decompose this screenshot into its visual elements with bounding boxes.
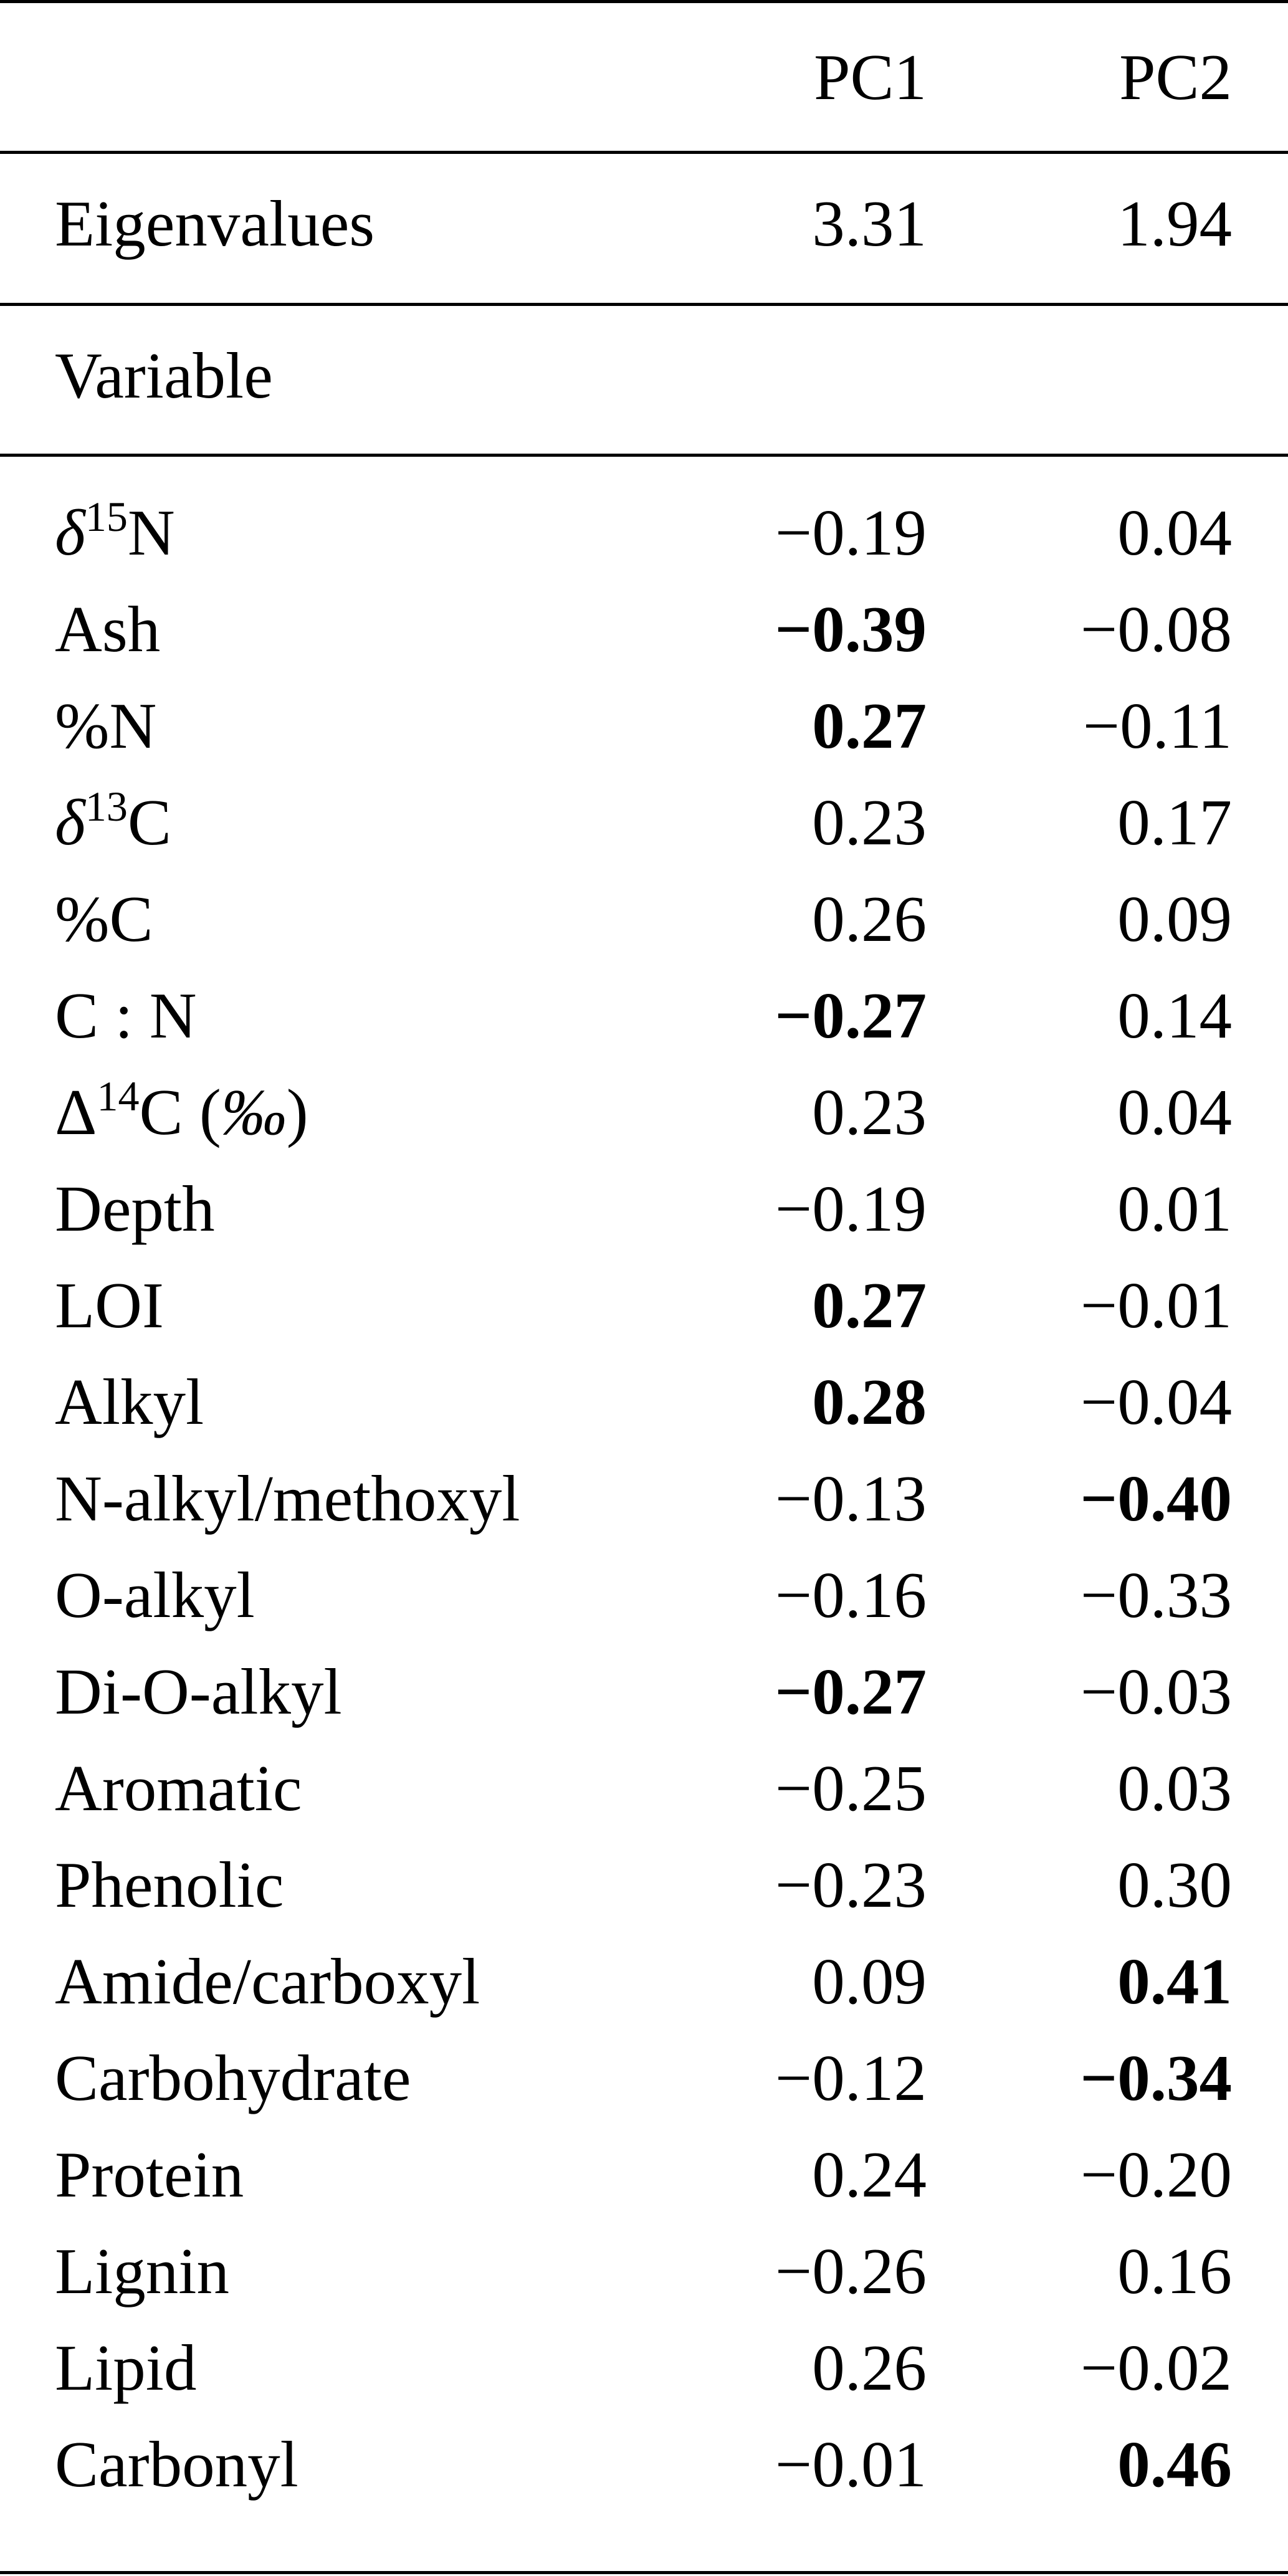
pc2-value: −0.33 <box>1080 1558 1232 1631</box>
table-row-d14c <box>0 1064 1288 1160</box>
pc1-value: −0.19 <box>775 496 927 569</box>
pc2-value: −0.01 <box>1080 1269 1232 1342</box>
eigenvalue-pc1: 3.31 <box>812 187 927 260</box>
pc1-value: 0.09 <box>812 1945 927 2018</box>
pc1-value: −0.16 <box>775 1558 927 1631</box>
variable-section-row <box>0 327 1288 424</box>
table-row-o-alkyl <box>0 1547 1288 1643</box>
eigenvalues-row <box>0 175 1288 272</box>
header-pc2: PC2 <box>1119 41 1232 113</box>
pc2-value: 0.17 <box>1117 786 1232 859</box>
pc2-value: 0.04 <box>1117 1076 1232 1148</box>
variable-label: Di-O-alkyl <box>55 1655 342 1728</box>
eigen-rule <box>0 303 1288 306</box>
variable-label: Amide/carboxyl <box>55 1945 480 2018</box>
pc2-value: −0.02 <box>1080 2331 1232 2404</box>
table-row-alkyl <box>0 1353 1288 1450</box>
table-row-protein <box>0 2126 1288 2223</box>
pc2-value-bold: 0.46 <box>1117 2428 1232 2501</box>
variable-label: C : N <box>55 979 197 1052</box>
pc2-value: 0.30 <box>1117 1848 1232 1921</box>
table-row-c-n <box>0 967 1288 1064</box>
pc2-value: 0.09 <box>1117 882 1232 955</box>
eigenvalue-pc2: 1.94 <box>1117 187 1232 260</box>
variable-label: LOI <box>55 1269 164 1342</box>
table-row-percent-n <box>0 677 1288 774</box>
pc1-value: −0.25 <box>775 1752 927 1825</box>
pc1-value: −0.23 <box>775 1848 927 1921</box>
variable-label: Protein <box>55 2138 244 2211</box>
pc2-value: 0.16 <box>1117 2235 1232 2307</box>
variable-label: %N <box>55 689 157 762</box>
table-row-loi <box>0 1257 1288 1353</box>
pc2-value: 0.03 <box>1117 1752 1232 1825</box>
pc2-value-bold: 0.41 <box>1117 1945 1232 2018</box>
bottom-rule <box>0 2571 1288 2574</box>
pc1-value-bold: −0.27 <box>775 979 927 1052</box>
pc1-value: 0.23 <box>812 1076 927 1148</box>
pc1-value: −0.01 <box>775 2428 927 2501</box>
pc2-value-bold: −0.40 <box>1080 1462 1232 1535</box>
variable-label: $\delta^{15}N$ <box>55 493 175 569</box>
variable-label: Lignin <box>55 2235 229 2307</box>
pc1-value: 0.26 <box>812 2331 927 2404</box>
table-row-percent-c <box>0 871 1288 967</box>
variable-label: $\delta^{13}C$ <box>55 783 171 859</box>
pc2-value: −0.04 <box>1080 1365 1232 1438</box>
table-row-n-alkyl-methoxyl <box>0 1450 1288 1547</box>
pc2-value: 0.04 <box>1117 496 1232 569</box>
eigenvalues-label: Eigenvalues <box>55 187 375 260</box>
variable-label: Phenolic <box>55 1848 284 1921</box>
header-pc1: PC1 <box>814 41 927 113</box>
table-row-carbohydrate <box>0 2030 1288 2126</box>
table-row-depth <box>0 1160 1288 1257</box>
variable-section-label: Variable <box>55 339 273 412</box>
header-row <box>0 29 1288 125</box>
pc1-value: −0.26 <box>775 2235 927 2307</box>
pc1-value: 0.26 <box>812 882 927 955</box>
pc2-value: 0.14 <box>1117 979 1232 1052</box>
pc1-value-bold: −0.39 <box>775 593 927 665</box>
table-row-phenolic <box>0 1836 1288 1933</box>
table-row-lignin <box>0 2223 1288 2319</box>
table-row-d13c <box>0 774 1288 871</box>
pc1-value-bold: 0.27 <box>812 689 927 762</box>
variable-label: Depth <box>55 1172 215 1245</box>
pc1-value: −0.12 <box>775 2041 927 2114</box>
pc1-value-bold: 0.27 <box>812 1269 927 1342</box>
table-row-carbonyl <box>0 2416 1288 2512</box>
table-row-aromatic <box>0 1740 1288 1836</box>
pc2-value: −0.03 <box>1080 1655 1232 1728</box>
pc2-value: −0.08 <box>1080 593 1232 665</box>
variable-label: $\Delta^{14}C$ (‰) <box>55 1072 308 1148</box>
table-row-lipid <box>0 2319 1288 2416</box>
table-row-amide-carboxyl <box>0 1933 1288 2030</box>
pc2-value: 0.01 <box>1117 1172 1232 1245</box>
variable-label: O-alkyl <box>55 1558 255 1631</box>
top-rule <box>0 0 1288 3</box>
variable-label: %C <box>55 882 153 955</box>
pc1-value-bold: 0.28 <box>812 1365 927 1438</box>
pc2-value: −0.20 <box>1080 2138 1232 2211</box>
pc2-value-bold: −0.34 <box>1080 2041 1232 2114</box>
variable-label: Carbohydrate <box>55 2041 411 2114</box>
variable-label: Alkyl <box>55 1365 204 1438</box>
variable-label: N-alkyl/methoxyl <box>55 1462 520 1535</box>
table-row-ash <box>0 581 1288 677</box>
pc1-value: 0.23 <box>812 786 927 859</box>
table-row-d15n <box>0 484 1288 581</box>
pc1-value: −0.13 <box>775 1462 927 1535</box>
variable-label: Aromatic <box>55 1752 302 1825</box>
pc1-value: 0.24 <box>812 2138 927 2211</box>
variable-label: Carbonyl <box>55 2428 298 2501</box>
pc2-value: −0.11 <box>1082 689 1232 762</box>
variable-label: Lipid <box>55 2331 197 2404</box>
variable-label: Ash <box>55 593 161 665</box>
pc1-value: −0.19 <box>775 1172 927 1245</box>
header-rule <box>0 151 1288 154</box>
table-row-di-o-alkyl <box>0 1643 1288 1740</box>
pc1-value-bold: −0.27 <box>775 1655 927 1728</box>
section-rule <box>0 454 1288 457</box>
